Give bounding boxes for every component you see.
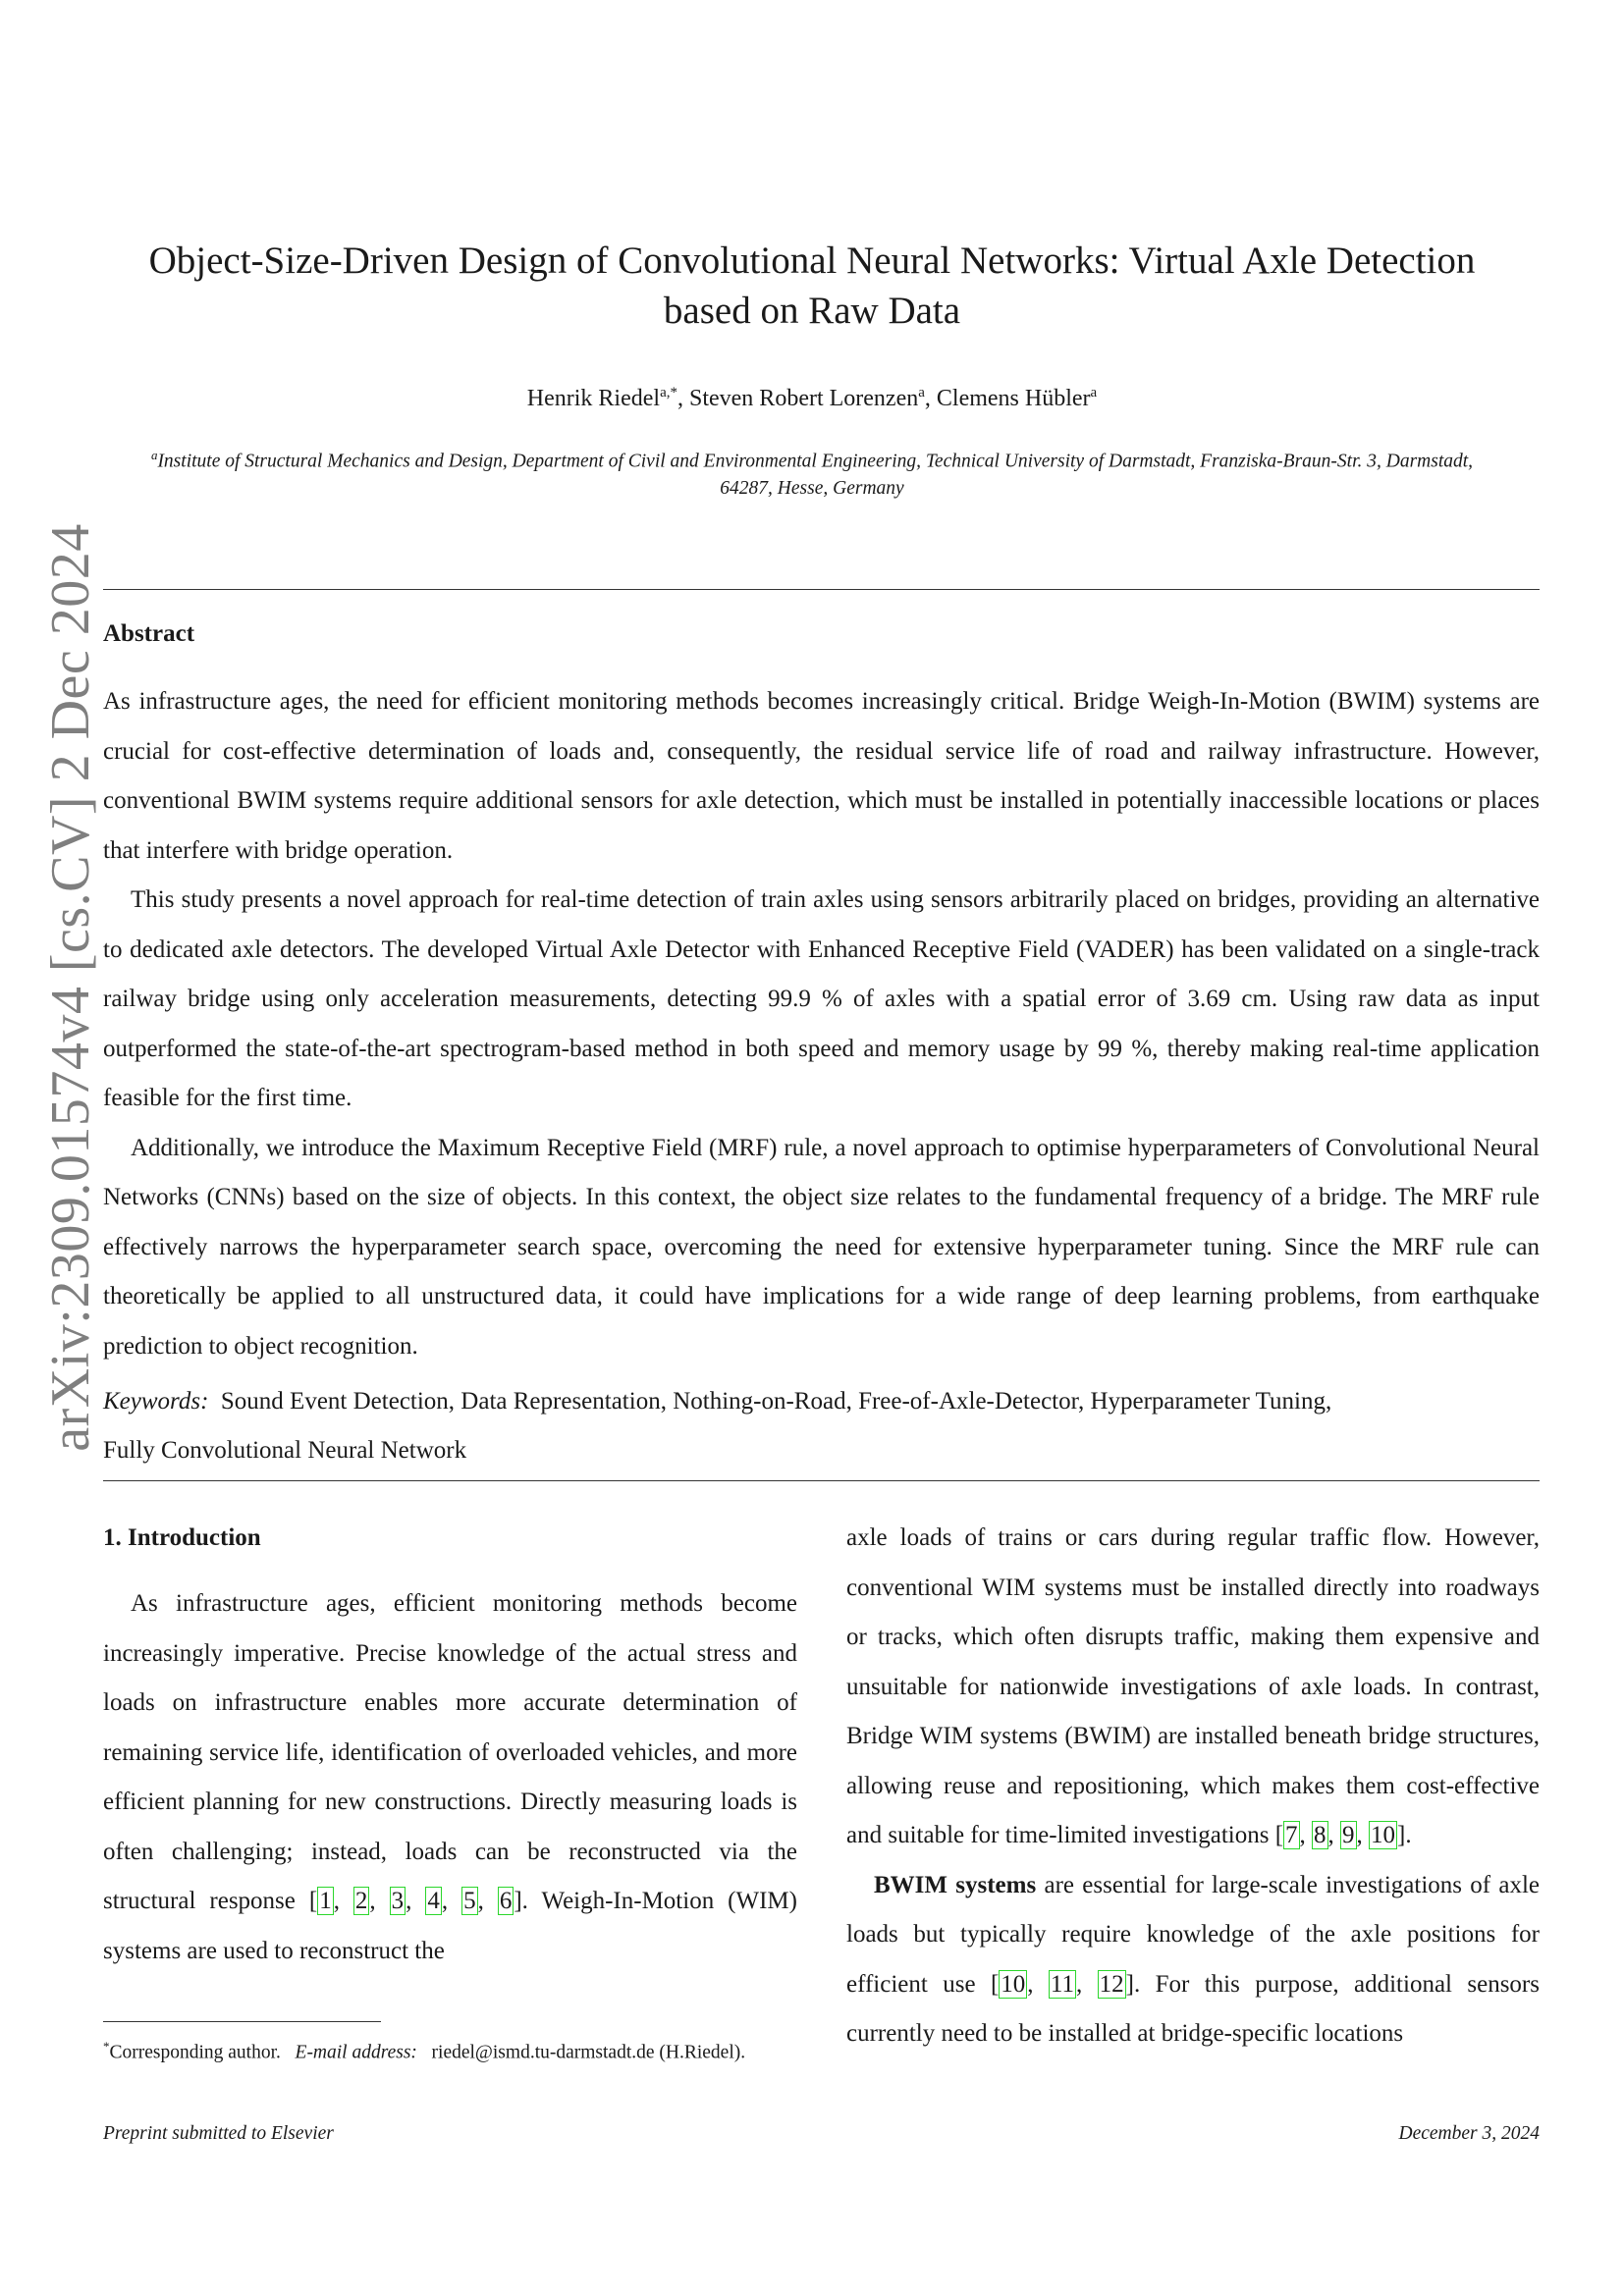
intro-paragraph: axle loads of trains or cars during regular traffic flow. However, conventional WIM systems must be installed directly into roadways or tracks, which often disrupts traffic, making them expensive and unsuitable for nationwide investigations of axle loads. In contrast, Bridge WIM systems (BWIM) are installed beneath bridge structures, allowing reuse and repositioning, which makes them cost-effective and suitable for time-limited investigations [7, 8, 9, 10]. [846, 1524, 1540, 1848]
abstract-bottom-rule [103, 1480, 1540, 1481]
author-separator: , [924, 386, 937, 411]
author-affiliation-mark: a [1090, 385, 1098, 400]
keywords-line: Fully Convolutional Neural Network [103, 1437, 467, 1464]
affiliation-mark: a [150, 448, 158, 462]
footnote [103, 2030, 797, 2069]
footnote-label: Corresponding author. [109, 2042, 281, 2063]
author-affiliation-mark: a [918, 385, 925, 400]
author-name: Henrik Riedel [526, 386, 661, 411]
abstract-heading: Abstract [103, 620, 195, 647]
citation-link[interactable]: 3 [391, 1888, 405, 1914]
citation-link[interactable]: 11 [1050, 1970, 1074, 1998]
footnote-name: (H.Riedel). [659, 2042, 746, 2063]
citation-link[interactable]: 8 [1314, 1822, 1326, 1848]
preprint-note: Preprint submitted to Elsevier [103, 2123, 334, 2144]
author-list [128, 385, 1496, 412]
author-separator: , [677, 386, 689, 411]
citation-link[interactable]: 10 [1001, 1970, 1026, 1998]
citation-link[interactable]: 9 [1342, 1822, 1355, 1848]
intro-text: As infrastructure ages, efficient monitoring methods become increasingly imperative. Precise knowledge of the actual stress and loads on infrastructure enables more accurate determination of remaining service life, identification of overloaded vehicles, and more efficient planning for new constructions. Directly measuring loads is often challenging; instead, loads can be reconstructed via the structural response [103, 1590, 797, 1914]
abstract-top-rule [103, 589, 1540, 590]
citation-link[interactable]: 10 [1371, 1822, 1396, 1848]
keywords-label: Keywords: [103, 1388, 209, 1415]
citation-link[interactable]: 1 [319, 1888, 332, 1914]
citation-link[interactable]: 2 [354, 1888, 368, 1914]
abstract-body [103, 677, 1540, 1371]
intro-text: axle loads of trains or cars during regular traffic flow. However, conventional WIM systems must be installed directly into roadways or tracks, which often disrupts traffic, making them expensive and unsuitable for nationwide investigations of axle loads. In contrast, Bridge WIM systems (BWIM) are installed beneath bridge structures, allowing reuse and repositioning, which makes them cost-effective and suitable for time-limited investigations [846, 1524, 1540, 1848]
abstract-paragraph: Additionally, we introduce the Maximum Receptive Field (MRF) rule, a novel approach to optimise hyperparameters of Convolutional Neural Networks (CNNs) based on the size of objects. In this context, the object size relates to the fundamental frequency of a bridge. The MRF rule effectively narrows the hyperparameter search space, overcoming the need for extensive hyperparameter tuning. Since the MRF rule can theoretically be applied to all unstructured data, it could have implications for a wide range of deep learning problems, from earthquake prediction to object recognition. [103, 1134, 1540, 1360]
footnote-rule [103, 2021, 381, 2022]
paper-title: Object-Size-Driven Design of Convolutional Neural Networks: Virtual Axle Detection based on Raw Data [148, 240, 1476, 332]
keywords-line: Sound Event Detection, Data Representation, Nothing-on-Road, Free-of-Axle-Detector, Hyperparameter Tuning, [220, 1388, 1332, 1415]
citation-link[interactable]: 12 [1099, 1970, 1124, 1998]
email-address[interactable]: riedel@ismd.tu-darmstadt.de [431, 2042, 655, 2063]
intro-paragraph: BWIM systems are essential for large-scale investigations of axle loads but typically require knowledge of the axle positions for efficient use [10, 11, 12]. For this purpose, additional sensors currently need to be installed at bridge-specific locations [846, 1871, 1540, 2047]
author-name: Clemens Hübler [936, 386, 1091, 411]
citation-link[interactable]: 5 [463, 1888, 476, 1914]
author-affiliation-mark: a,* [660, 385, 677, 400]
bold-term: BWIM systems [874, 1871, 1037, 1898]
citation-link[interactable]: 7 [1285, 1822, 1298, 1848]
section-heading: 1. Introduction [103, 1524, 261, 1551]
email-label: E-mail address: [295, 2042, 417, 2063]
abstract-paragraph: As infrastructure ages, the need for efficient monitoring methods becomes increasingly critical. Bridge Weigh-In-Motion (BWIM) systems are crucial for cost-effective determination of loads and, consequently, the residual service life of road and railway infrastructure. However, conventional BWIM systems require additional sensors for axle detection, which must be installed in potentially inaccessible locations or places that interfere with bridge operation. [103, 688, 1540, 864]
intro-text: Weigh-In-Motion (WIM) systems are used to reconstruct the [103, 1888, 797, 1964]
author-name: Steven Robert Lorenzen [688, 386, 919, 411]
footer-date: December 3, 2024 [1398, 2123, 1540, 2144]
keywords [103, 1377, 1540, 1475]
citation-link[interactable]: 4 [427, 1888, 440, 1914]
intro-text: are essential for large-scale investigations of axle loads but typically require knowledge of the axle positions for efficient use [846, 1871, 1540, 1998]
abstract-paragraph: This study presents a novel approach for real-time detection of train axles using sensors arbitrarily placed on bridges, providing an alternative to dedicated axle detectors. The developed Virtual Axle Detector with Enhanced Receptive Field (VADER) has been validated on a single-track railway bridge using only acceleration measurements, detecting 99.9 % of axles with a spatial error of 3.69 cm. Using raw data as input outperformed the state-of-the-art spectrogram-based method in both speed and memory usage by 99 %, thereby making real-time application feasible for the first time. [103, 886, 1540, 1111]
left-column [103, 1514, 797, 1976]
affiliation [123, 442, 1501, 502]
arxiv-identifier-stamp: arXiv:2309.01574v4 [cs.CV] 2 Dec 2024 [40, 523, 101, 1452]
intro-paragraph: As infrastructure ages, efficient monitoring methods become increasingly imperative. Precise knowledge of the actual stress and loads on infrastructure enables more accurate determination of remaining service life, identification of overloaded vehicles, and more efficient planning for new constructions. Directly measuring loads is often challenging; instead, loads can be reconstructed via the structural response [1, 2, 3, 4, 5, 6]. Weigh-In-Motion (WIM) systems are used to reconstruct the [103, 1590, 797, 1964]
right-column [846, 1514, 1540, 2059]
affiliation-text: Institute of Structural Mechanics and Design, Department of Civil and Environmental Engineering, Technical University of Darmstadt, Franziska-Braun-Str. 3, Darmstadt, 64287, Hesse, Germany [157, 451, 1474, 499]
citation-link[interactable]: 6 [499, 1888, 513, 1914]
footnote-mark: * [103, 2039, 110, 2054]
intro-text: For this purpose, additional sensors currently need to be installed at bridge-specific locations [846, 1970, 1540, 2047]
